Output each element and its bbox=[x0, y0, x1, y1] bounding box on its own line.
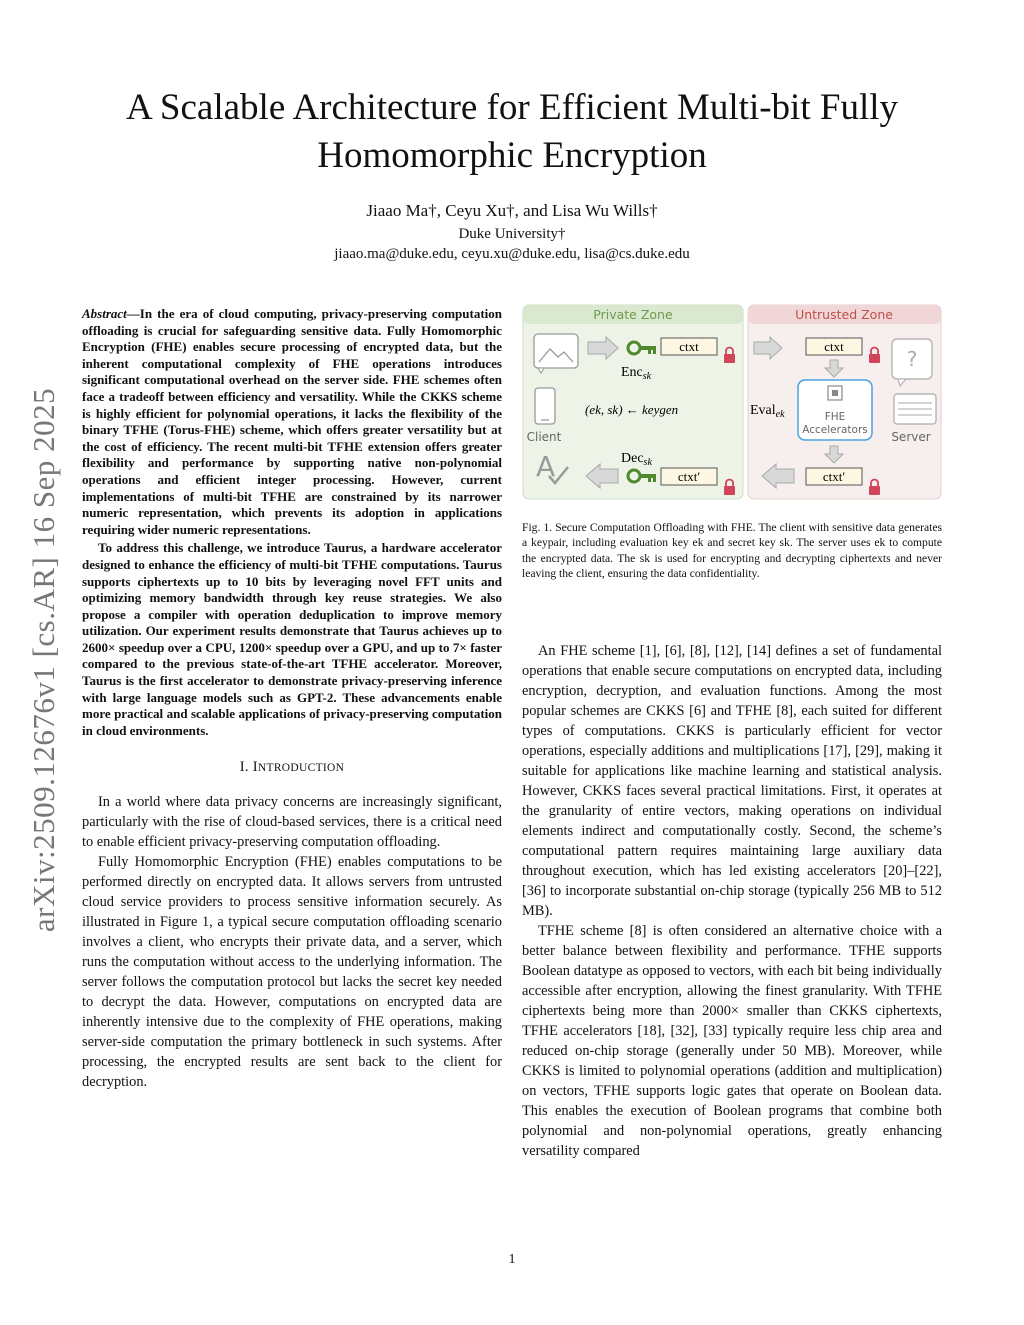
eval-label: Eval$_{ek}$ bbox=[750, 403, 785, 420]
ctxt-prime-label-private: ctxt′ bbox=[677, 469, 701, 484]
question-bubble-icon bbox=[892, 339, 932, 386]
ctxt-label-private: ctxt bbox=[679, 339, 699, 354]
right-paragraph-1: An FHE scheme [1], [6], [8], [12], [14] defines a set of fundamental operations that enable secure computations on encrypted data, including encryption, decryption, and evaluation functions. Among the most popular schemes are CKKS [6] and TFHE [8], each suited for different types of computations. CKKS is particularly efficient for vector operations, especially additions and multiplications [17], [29], making it suitable for applications like machine learning and statistical analysis. However, CKKS faces several practical limitations. First, it operates at the granularity of entire vectors, making operations on individual elements indirect and computationally costly. Second, the scheme’s computational pattern requires maintaining large auxiliary data throughout execution, which has led existing accelerators [20]–[22], [36] to incorporate substantial on-chip storage (typically 256 MB to 512 MB). bbox=[522, 643, 942, 919]
phone-icon bbox=[535, 388, 555, 424]
client-label: Client bbox=[526, 430, 562, 444]
right-column bbox=[522, 641, 942, 1161]
arxiv-stamp-text: arXiv:2509.12676v1 [cs.AR] 16 Sep 2025 bbox=[26, 387, 61, 933]
abstract-lead: Abstract bbox=[82, 306, 127, 321]
fhe-label: FHE bbox=[824, 411, 846, 423]
intro-paragraph-1: In a world where data privacy concerns are increasingly significant, particularly with the rise of cloud-based services, there is a critical need to enable efficient privacy-preserving computation offloading. bbox=[82, 794, 502, 851]
paper-title: A Scalable Architecture for Efficient Multi-bit Fully Homomorphic Encryption bbox=[125, 87, 898, 176]
section-title-initial: I bbox=[252, 759, 258, 776]
figure-1-diagram bbox=[522, 304, 942, 500]
private-zone-label: Private Zone bbox=[593, 307, 673, 322]
server-icon bbox=[894, 394, 936, 424]
ctxt-label-server: ctxt bbox=[824, 339, 844, 354]
section-heading bbox=[82, 757, 502, 778]
intro-paragraph-2: Fully Homomorphic Encryption (FHE) enables computations to be performed directly on encrypted data. It allows servers from untrusted cloud service providers to process sensitive information securely. As illustrated in Figure 1, a typical secure computation offloading scenario involves a client, who encrypts their private data, and a server, which runs the computation without access to the underlying information. The server follows the computation protocol but lacks the secret key needed to decrypt the data. However, computations on encrypted data are inherently intensive due to the complexity of FHE operations, making server-side computation the primary bottleneck in such systems. After processing, the encrypted results are sent back to the client for decryption. bbox=[82, 854, 502, 1091]
keygen-label: (ek, sk) ← keygen bbox=[585, 402, 679, 417]
ctxt-prime-label-server: ctxt′ bbox=[822, 469, 846, 484]
image-icon bbox=[534, 334, 578, 373]
svg-text:?: ? bbox=[906, 347, 918, 371]
figure-1 bbox=[522, 304, 942, 500]
abstract-text-1: —In the era of cloud computing, privacy-preserving computation offloading is crucial for safeguarding sensitive data. Fully Homomorphic Encryption (FHE) enables secure processing of encrypted data, but the inherent computational complexity of FHE operations introduces significant computational overhead on the server side. FHE schemes often face a tradeoff between efficiency and versatility. While the CKKS scheme is highly efficient for polynomial operations, it lacks the flexibility of the binary TFHE (Torus-FHE) scheme, which offers greater versatility but at the cost of efficiency. The recent multi-bit TFHE extension offers greater flexibility and performance by supporting native non-polynomial operations and efficient integer processing. However, current implementations of multi-bit TFHE are constrained by its narrower numeric representation, which prevents its adoption in applications requiring wider numeric representations. bbox=[82, 306, 502, 537]
abstract-paragraph-2: To address this challenge, we introduce Taurus, a hardware accelerator designed to enhance the efficiency of multi-bit TFHE computations. Taurus supports ciphertexts up to 10 bits by leveraging novel FFT units and optimizing memory bandwidth through key reuse strategies. We also propose a compiler with operation deduplication to improve memory utilization. Our experiment results demonstrate that Taurus achieves up to 2600× speedup over a CPU, 1200× speedup over a GPU, and up to 7× faster compared to the previous state-of-the-art TFHE accelerator. Moreover, Taurus is the first accelerator to demonstrate privacy-preserving inference with large language models such as GPT-2. These advancements enable more practical and scalable applications of privacy-preserving computation in cloud environments. bbox=[82, 540, 502, 738]
right-paragraph-2: TFHE scheme [8] is often considered an alternative choice with a better balance between flexibility and performance. TFHE supports Boolean datatype as opposed to vectors, with each bit being individually accessible after encryption, allowing the finest granularity. With TFHE ciphertexts being more than 2000× smaller than CKKS ciphertexts, TFHE accelerators [18], [32], [33] typically require less chip area and reduced on-chip storage (generally under 50 MB). Moreover, while CKKS is limited to polynomial operations (addition and multiplication) on vectors, TFHE supports logic gates that operate on Boolean data. This enables the execution of Boolean programs that combine both polynomial and non-polynomial operations, greatly enhancing versatility compared bbox=[522, 923, 942, 1159]
untrusted-zone-label: Untrusted Zone bbox=[795, 307, 893, 322]
accelerators-label: Accelerators bbox=[802, 424, 868, 436]
affiliation: Duke University† bbox=[458, 226, 566, 242]
dec-label: Dec$_{sk}$ bbox=[621, 451, 652, 468]
figure-caption: Fig. 1. Secure Computation Offloading with FHE. The client with sensitive data generates a keypair, including evaluation key ek and secret key sk. The server uses ek to compute the encrypted data. The sk is used for encrypting and decrypting ciphertexts and never leaving the client, ensuring the data confidentiality. bbox=[522, 521, 942, 581]
server-label: Server bbox=[891, 430, 931, 444]
svg-text:A: A bbox=[536, 450, 556, 483]
emails: jiaao.ma@duke.edu, ceyu.xu@duke.edu, lisa@cs.duke.edu bbox=[334, 246, 690, 262]
authors: Jiaao Ma†, Ceyu Xu†, and Lisa Wu Wills† bbox=[366, 201, 658, 220]
enc-label: Enc$_{sk}$ bbox=[621, 365, 652, 382]
abstract-paragraph-1 bbox=[82, 306, 502, 538]
section-title-rest: NTRODUCTION bbox=[257, 762, 345, 775]
left-column bbox=[82, 306, 502, 1092]
section-number: I. bbox=[239, 759, 249, 776]
page-number: 1 bbox=[508, 1252, 516, 1267]
